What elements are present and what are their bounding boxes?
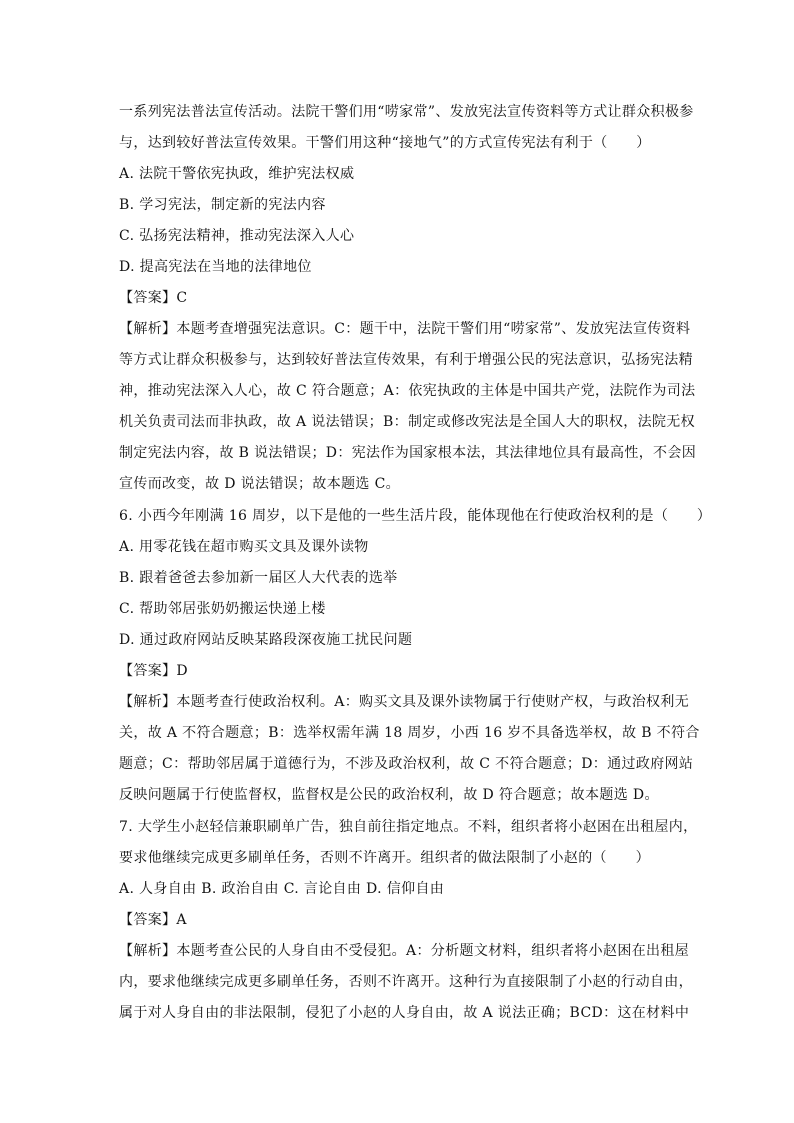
analysis-line: 神，推动宪法深入人心，故 C 符合题意；A：依宪执政的主体是中国共产党，法院作为司法	[119, 383, 696, 399]
analysis-line: 【解析】本题考查增强宪法意识。C：题干中，法院干警们用“唠家常”、发放宪法宣传资料	[119, 321, 691, 337]
analysis-line: 等方式让群众积极参与，达到较好普法宣传效果，有利于增强公民的宪法意识，弘扬宪法精	[119, 352, 693, 368]
question-7: 7. 大学生小赵轻信兼职刷单广告，独自前往指定地点。不料，组织者将小赵困在出租屋内，	[119, 819, 698, 835]
analysis-line: 【解析】本题考查行使政治权利。A：购买文具及课外读物属于行使财产权，与政治权利无	[119, 694, 690, 710]
analysis-line: 题意；C：帮助邻居属于道德行为，不涉及政治权利，故 C 不符合题意；D：通过政府网站	[119, 756, 694, 772]
analysis-line: 机关负责司法而非执政，故 A 说法错误；B：制定或修改宪法是全国人大的职权，法院无权	[119, 414, 695, 430]
analysis-line: 内，要求他继续完成更多刷单任务，否则不许离开。这种行为直接限制了小赵的行动自由，	[119, 974, 693, 990]
analysis-line: 属于对人身自由的非法限制，侵犯了小赵的人身自由，故 A 说法正确；BCD：这在材料中	[119, 1005, 690, 1021]
options-line: A. 人身自由 B. 政治自由 C. 言论自由 D. 信仰自由	[119, 881, 445, 897]
option-d: D. 通过政府网站反映某路段深夜施工扰民问题	[119, 632, 413, 648]
analysis-line: 【解析】本题考查公民的人身自由不受侵犯。A：分析题文材料，组织者将小赵困在出租屋	[119, 943, 690, 959]
option-a: A. 用零花钱在超市购买文具及课外读物	[119, 539, 369, 555]
option-a: A. 法院干警依宪执政，维护宪法权威	[119, 166, 355, 182]
text-line: 与，达到较好普法宣传效果。干警们用这种“接地气”的方式宣传宪法有利于（ ）	[119, 135, 651, 151]
answer-line: 【答案】D	[119, 663, 188, 679]
answer-line: 【答案】A	[119, 912, 187, 928]
option-d: D. 提高宪法在当地的法律地位	[119, 259, 312, 275]
analysis-line: 反映问题属于行使监督权，监督权是公民的政治权利，故 D 符合题意；故本题选 D。	[119, 787, 659, 803]
question-7: 要求他继续完成更多刷单任务，否则不许离开。组织者的做法限制了小赵的（ ）	[119, 850, 650, 866]
option-b: B. 跟着爸爸去参加新一届区人大代表的选举	[119, 570, 398, 586]
option-c: C. 弘扬宪法精神，推动宪法深入人心	[119, 228, 355, 244]
answer-line: 【答案】C	[119, 290, 188, 306]
question-6: 6. 小西今年刚满 16 周岁，以下是他的一些生活片段，能体现他在行使政治权利的是（ ）	[119, 508, 712, 524]
option-c: C. 帮助邻居张奶奶搬运快递上楼	[119, 601, 326, 617]
text-line: 一系列宪法普法宣传活动。法院干警们用“唠家常”、发放宪法宣传资料等方式让群众积极参	[119, 104, 694, 120]
analysis-line: 宣传而改变，故 D 说法错误；故本题选 C。	[119, 476, 400, 492]
option-b: B. 学习宪法，制定新的宪法内容	[119, 197, 326, 213]
analysis-line: 制定宪法内容，故 B 说法错误；D：宪法作为国家根本法，其法律地位具有最高性，不会因	[119, 445, 697, 461]
analysis-line: 关，故 A 不符合题意；B：选举权需年满 18 周岁，小西 16 岁不具备选举权，故 B 不符合	[119, 725, 700, 741]
